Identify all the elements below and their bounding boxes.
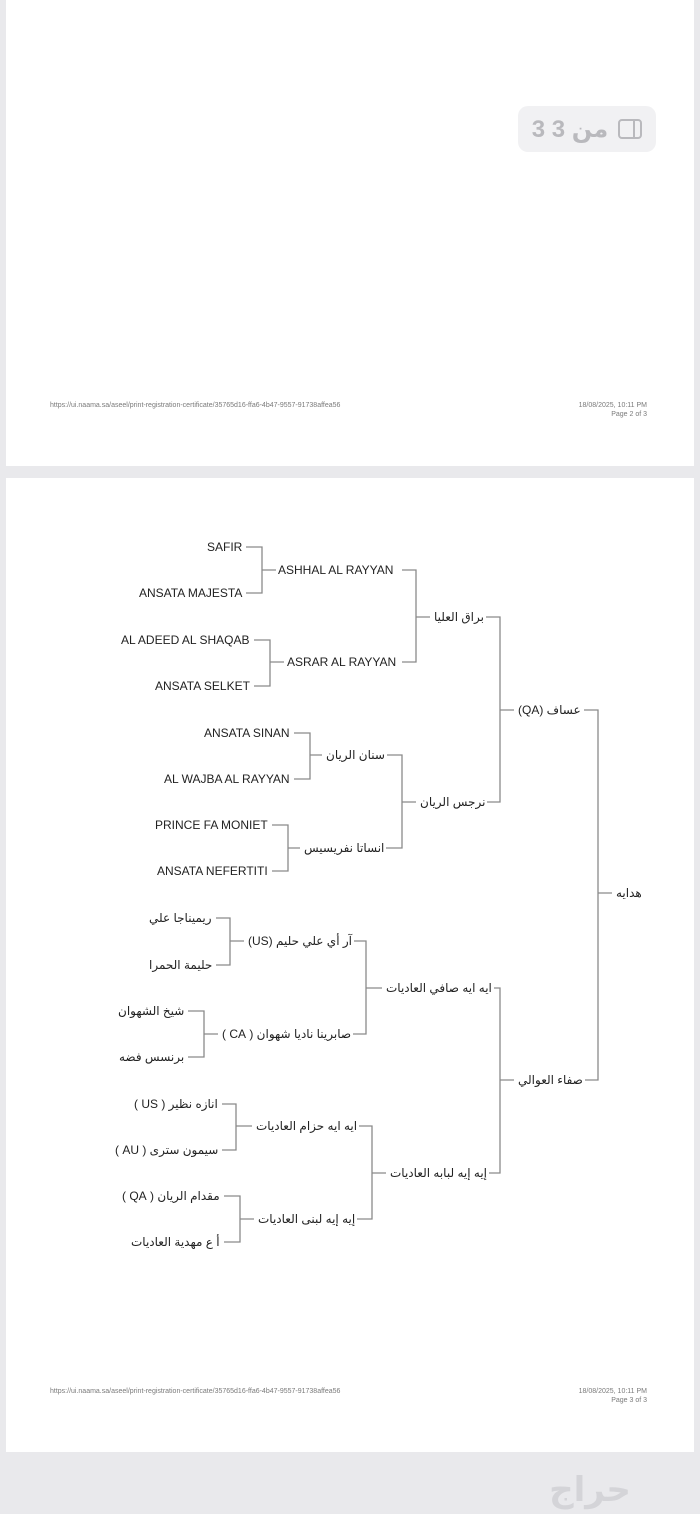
page-indicator-label: 3 من 3 [531, 115, 609, 143]
haraj-watermark: حراج [549, 1470, 631, 1510]
pedigree-g2-node: إيه إيه لبابه العاديات [390, 1166, 487, 1180]
footer-date: 18/08/2025, 10:11 PM [578, 402, 647, 409]
pedigree-g4-node: ريميناجا علي [149, 911, 212, 925]
pedigree-g2-node: نرجس الريان [420, 795, 486, 809]
pedigree-g3-node: ASHHAL AL RAYYAN [278, 563, 394, 577]
pedigree-g4-node: شيخ الشهوان [118, 1004, 185, 1018]
pedigree-g4-node: حليمة الحمرا [149, 958, 213, 972]
pedigree-g4-node: مقدام الريان ( QA ) [122, 1189, 220, 1203]
footer-page-number: Page 2 of 3 [611, 411, 647, 418]
pedigree-g4-node: ANSATA NEFERTITI [157, 864, 268, 878]
pedigree-g4-node: برنسس فضه [119, 1050, 185, 1064]
footer-date: 18/08/2025, 10:11 PM [578, 1388, 647, 1395]
pedigree-dam: صفاء العوالي [518, 1073, 583, 1087]
footer-page-number: Page 3 of 3 [611, 1397, 647, 1404]
pedigree-g4-node: PRINCE FA MONIET [155, 818, 268, 832]
pedigree-g3-node: صابرينا ناديا شهوان ( CA ) [222, 1027, 352, 1041]
pedigree-g3-node: سنان الريان [326, 748, 385, 762]
pedigree-g4-node: ANSATA SELKET [155, 679, 250, 693]
pedigree-g2-node: براق العليا [434, 610, 484, 624]
pedigree-g3-node: آر أي علي حليم (US) [248, 934, 352, 948]
pedigree-sire: عساف (QA) [518, 703, 581, 717]
pedigree-g4-node: AL ADEED AL SHAQAB [121, 633, 250, 647]
footer-url: https://ui.naama.sa/aseel/print-registration-certificate/35765d16-ffa6-4b47-9557-91738affea56 [50, 1388, 341, 1395]
pedigree-g3-node: ASRAR AL RAYYAN [287, 655, 397, 669]
pedigree-g4-node: ANSATA MAJESTA [139, 586, 243, 600]
pedigree-g4-node: انازه نظير ( US ) [134, 1097, 218, 1111]
pedigree-g4-node: AL WAJBA AL RAYYAN [164, 772, 290, 786]
pedigree-g2-node: ايه ايه صافي العاديات [386, 981, 492, 995]
pedigree-g4-node: أ ع مهدية العاديات [131, 1235, 220, 1249]
pedigree-g3-node: ايه ايه حزام العاديات [256, 1119, 358, 1133]
pedigree-g3-node: إيه إيه لبنى العاديات [258, 1212, 356, 1226]
pedigree-root: هدايه [616, 886, 642, 900]
pedigree-g4-node: ANSATA SINAN [204, 726, 290, 740]
pedigree-g3-node: انساتا نفريسيس [304, 841, 385, 855]
footer-url: https://ui.naama.sa/aseel/print-registration-certificate/35765d16-ffa6-4b47-9557-91738affea56 [50, 402, 341, 409]
pedigree-g4-node: سيمون سترى ( AU ) [115, 1143, 219, 1157]
pedigree-g4-node: SAFIR [207, 540, 243, 554]
